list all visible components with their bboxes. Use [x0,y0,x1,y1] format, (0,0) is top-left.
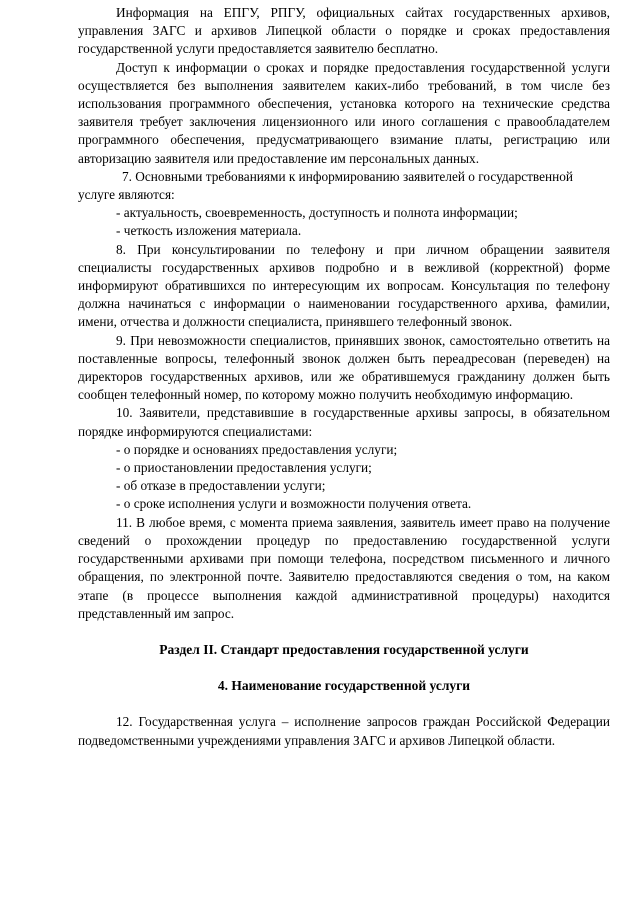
paragraph-info-free: Информация на ЕПГУ, РПГУ, официальных сайтах государственных архивов, управления ЗАГС и архивов Липецкой области о порядке и сроках предоставления государственной услуги предоставляется заявителю бесплатно. [78,5,610,57]
paragraph-access-info: Доступ к информации о сроках и порядке предоставления государственной услуги осуществляется без выполнения заявителем каких-либо требований, в том числе без использования программного обеспечения, установка которого на технические средства заявителя требует заключения лицензионного или иного соглашения с правообладателем программного обеспечения, предусматривающего взимание платы, регистрацию или авторизацию заявителя или предоставление им персональных данных. [78,59,610,166]
section-heading: Раздел II. Стандарт предоставления государственной услуги [159,641,529,657]
list-item: - об отказе в предоставлении услуги; [116,478,326,494]
paragraph-7: 7. Основными требованиями к информированию заявителей о государственной услуге являются: [78,168,574,203]
paragraph-10: 10. Заявители, представившие в государственные архивы запросы, в обязательном порядке информируются специалистами: [78,405,610,439]
document-page [78,4,610,750]
subsection-heading: 4. Наименование государственной услуги [217,678,471,694]
paragraph-12: 12. Государственная услуга – исполнение запросов граждан Российской Федерации подведомственными учреждениями управления ЗАГС и архивов Липецкой области. [78,714,610,748]
paragraph-11: 11. В любое время, с момента приема заявления, заявитель имеет право на получение сведений о прохождении процедур по предоставлению государственной услуги государственными архивами при помощи телефона, посредством письменного и личного обращения, по электронной почте. Заявителю предоставляются сведения о том, на каком этапе (в процессе выполнения каждой административной процедуры) находится представленный им запрос. [78,514,610,621]
list-item: - о сроке исполнения услуги и возможности получения ответа. [116,496,472,512]
list-item: - актуальность, своевременность, доступность и полнота информации; [116,205,518,221]
paragraph-8: 8. При консультировании по телефону и при личном обращении заявителя специалисты государственных архивов подробно и в вежливой (корректной) форме информируют обратившихся по интересующим их вопросам. Консультация по телефону должна начинаться с информации о наименовании государственного архива, фамилии, имени, отчества и должности специалиста, принявшего телефонный звонок. [78,241,610,330]
list-item: - о порядке и основаниях предоставления услуги; [116,441,398,457]
list-item: - четкость изложения материала. [116,223,302,239]
paragraph-9: 9. При невозможности специалистов, принявших звонок, самостоятельно ответить на поставленные вопросы, телефонный звонок должен быть переадресован (переведен) на директоров государственных архивов, или же обратившемуся гражданину должен быть сообщен телефонный номер, по которому можно получить необходимую информацию. [78,332,610,403]
list-item: - о приостановлении предоставления услуги; [116,460,372,476]
